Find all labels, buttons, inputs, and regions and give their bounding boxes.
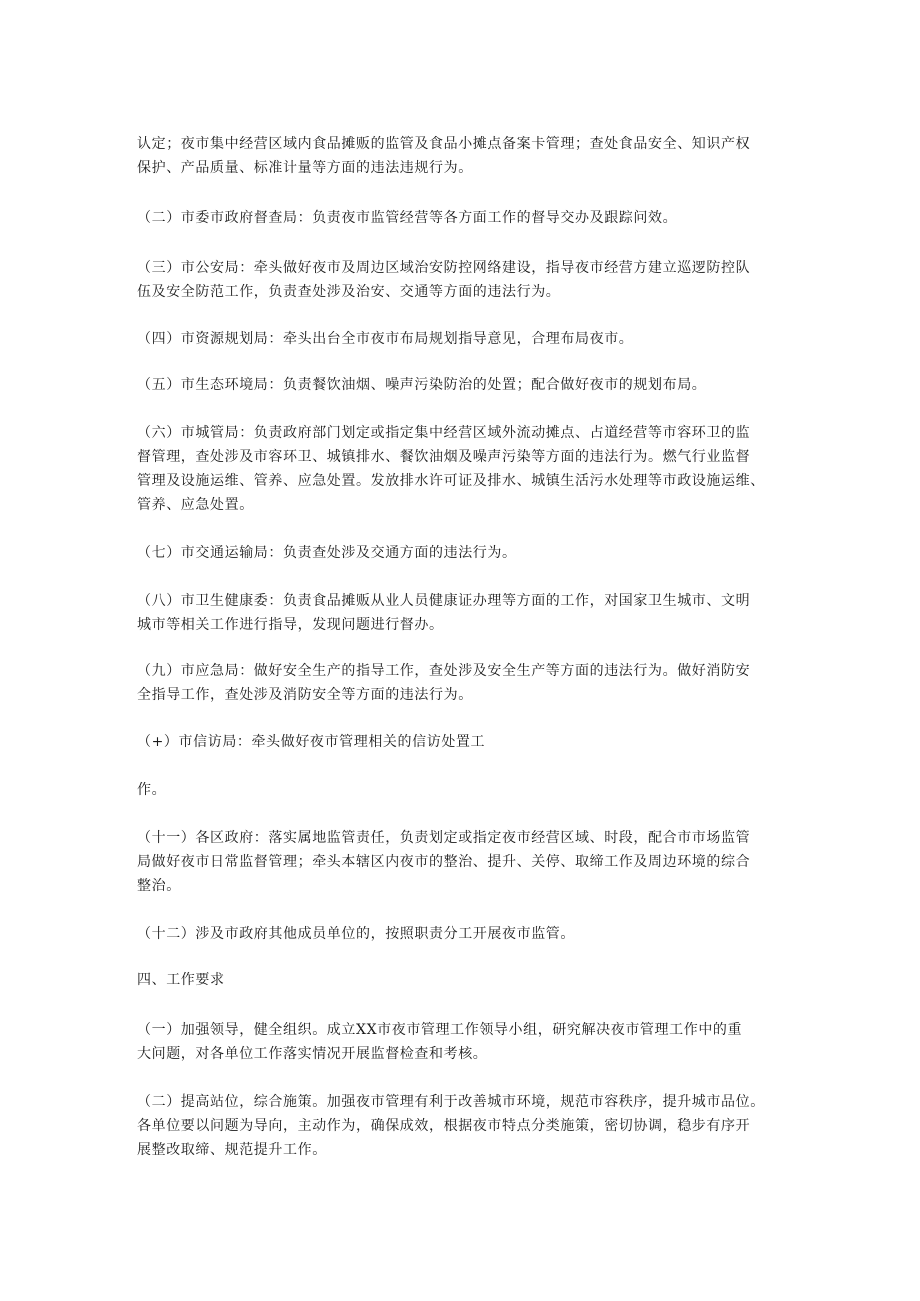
text-line: （九）市应急局：做好安全生产的指导工作，查处涉及安全生产等方面的违法行为。做好消防安	[137, 663, 751, 679]
text-line: 督管理，查处涉及市容环卫、城镇排水、餐饮油烟及噪声污染等方面的违法行为。燃气行业监督	[137, 449, 751, 465]
text-line: 认定；夜市集中经营区域内食品摊贩的监管及食品小摊点备案卡管理；查处食品安全、知识产权	[137, 136, 751, 152]
paragraph-item-9	[137, 659, 787, 707]
text-line: （五）市生态环境局：负责餐饮油烟、噪声污染防治的处置；配合做好夜市的规划布局。	[137, 377, 707, 393]
section-heading-work-requirements	[137, 968, 787, 992]
paragraph-item-4	[137, 327, 787, 351]
text-line: （+）市信访局：牵头做好夜市管理相关的信访处置工	[137, 734, 486, 750]
text-line: 各单位要以问题为导向，主动作为，确保成效，根据夜市特点分类施策，密切协调，稳步有序开	[137, 1118, 751, 1134]
paragraph-item-6	[137, 421, 787, 517]
text-line: （二）提高站位，综合施策。加强夜市管理有利于改善城市环境，规范市容秩序，提升城市品位。	[137, 1094, 765, 1110]
paragraph-item-8	[137, 589, 787, 637]
paragraph-market-supervision-continued	[137, 132, 787, 180]
text-line: 整治。	[137, 878, 181, 894]
text-line: 伍及安全防范工作，负责查处涉及治安、交通等方面的违法行为。	[137, 284, 561, 300]
paragraph-item-10-continued	[137, 778, 787, 802]
paragraph-item-5	[137, 373, 787, 397]
text-line: 管养、应急处置。	[137, 497, 254, 513]
paragraph-item-2	[137, 206, 787, 230]
text-line: （十二）涉及市政府其他成员单位的，按照职责分工开展夜市监管。	[137, 926, 575, 942]
text-line: 管理及设施运维、管养、应急处置。发放排水许可证及排水、城镇生活污水处理等市政设施运维、	[137, 473, 765, 489]
text-line: （六）市城管局：负责政府部门划定或指定集中经营区域外流动摊点、占道经营等市容环卫的监	[137, 425, 751, 441]
text-line: （四）市资源规划局：牵头出台全市夜市布局规划指导意见，合理布局夜市。	[137, 331, 634, 347]
text-line: （一）加强领导，健全组织。成立XX市夜市管理工作领导小组，研究解决夜市管理工作中的重	[137, 1022, 743, 1038]
text-line: 保护、产品质量、标准计量等方面的违法违规行为。	[137, 160, 473, 176]
text-line: （八）市卫生健康委：负责食品摊贩从业人员健康证办理等方面的工作，对国家卫生城市、文明	[137, 593, 751, 609]
text-line: 城市等相关工作进行指导，发现问题进行督办。	[137, 617, 444, 633]
paragraph-item-3	[137, 256, 787, 304]
text-line: 展整改取缔、规范提升工作。	[137, 1142, 327, 1158]
text-line: 局做好夜市日常监督管理；牵头本辖区内夜市的整治、提升、关停、取缔工作及周边环境的综合	[137, 854, 751, 870]
paragraph-requirement-1	[137, 1018, 787, 1066]
text-line: （十一）各区政府：落实属地监管责任，负责划定或指定夜市经营区域、时段，配合市市场监管	[137, 830, 751, 846]
paragraph-requirement-2	[137, 1090, 787, 1162]
text-line: （七）市交通运输局：负责查处涉及交通方面的违法行为。	[137, 545, 517, 561]
text-line: 作。	[137, 782, 167, 798]
text-line: （三）市公安局：牵头做好夜市及周边区域治安防控网络建设，指导夜市经营方建立巡逻防控队	[137, 260, 751, 276]
text-line: 四、工作要求	[137, 972, 225, 988]
text-line: 全指导工作，查处涉及消防安全等方面的违法行为。	[137, 687, 473, 703]
text-line: 大问题，对各单位工作落实情况开展监督检查和考核。	[137, 1046, 488, 1062]
text-line: （二）市委市政府督查局：负责夜市监管经营等各方面工作的督导交办及跟踪问效。	[137, 210, 678, 226]
paragraph-item-12	[137, 922, 787, 946]
paragraph-item-10	[137, 730, 787, 754]
paragraph-item-7	[137, 541, 787, 565]
paragraph-item-11	[137, 826, 787, 898]
